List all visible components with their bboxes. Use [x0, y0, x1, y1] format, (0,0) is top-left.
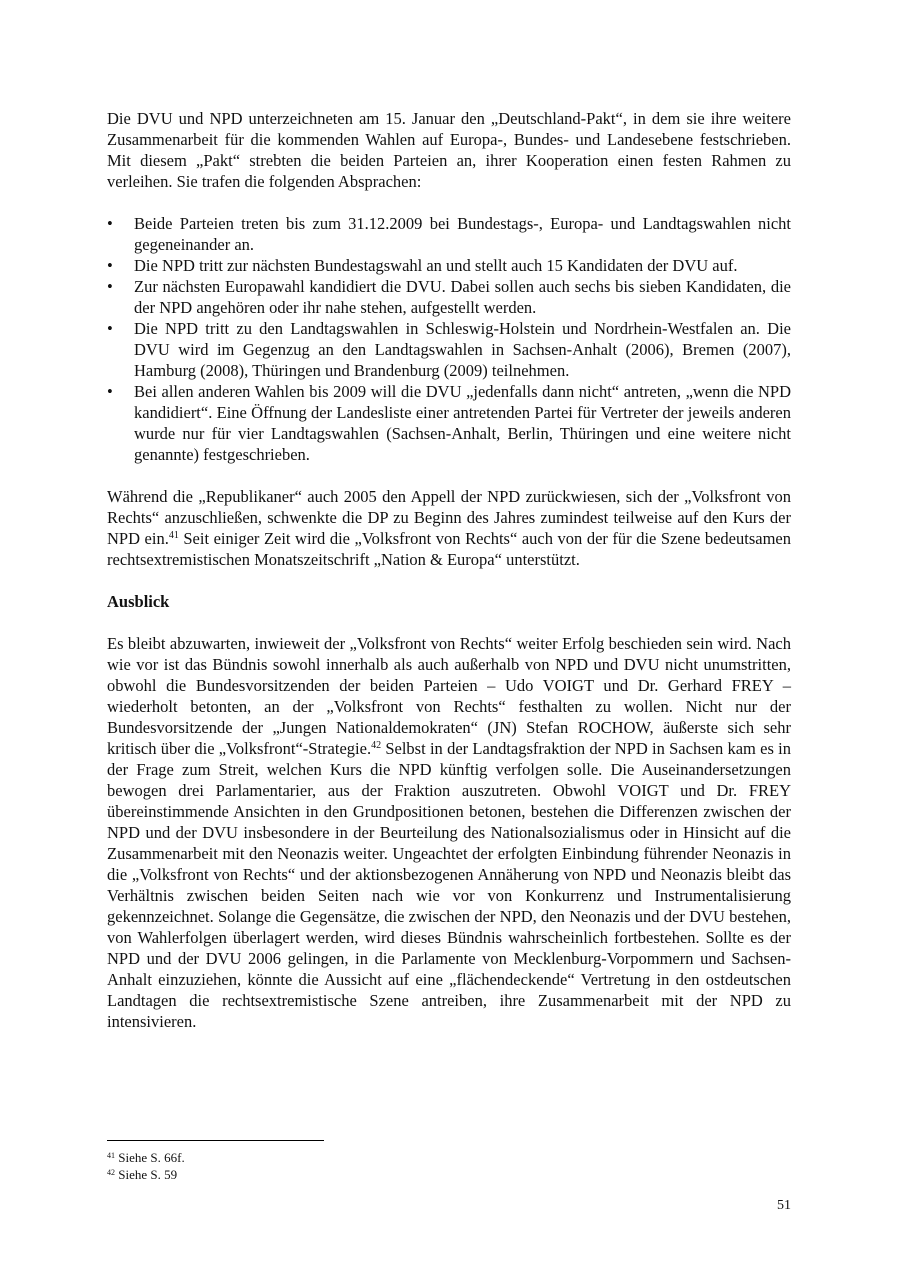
footnote-ref-41[interactable]: 41	[168, 530, 179, 541]
footnote-divider	[107, 1140, 324, 1141]
list-item: • Zur nächsten Europawahl kandidiert die DVU. Dabei sollen auch sechs bis sieben Kandidaten, die der NPD angehören oder ihr nahe stehen, aufgestellt werden.	[107, 277, 791, 317]
agreement-list	[107, 213, 791, 465]
bullet-icon: •	[107, 214, 113, 233]
intro-paragraph: Die DVU und NPD unterzeichneten am 15. Januar den „Deutschland-Pakt“, in dem sie ihre weitere Zusammenarbeit für die kommenden Wahlen auf Europa-, Bundes- und Landesebene festschrieben. Mit diesem „Pakt“ strebten die beiden Parteien an, ihrer Kooperation einen festen Rahmen zu verleihen. Sie trafen die folgenden Absprachen:	[107, 109, 791, 191]
page-number: 51	[777, 1198, 791, 1213]
footnotes	[107, 1149, 185, 1183]
list-item: • Bei allen anderen Wahlen bis 2009 will die DVU „jedenfalls dann nicht“ antreten, „wenn die NPD kandidiert“. Eine Öffnung der Landesliste einer antretenden Partei für Vertreter der jeweils anderen wurde nur für vier Landtagswahlen (Sachsen-Anhalt, Berlin, Thüringen und eine weitere nicht genannte) festgeschrieben.	[107, 382, 791, 464]
footnote-42: $^{42}$ Siehe S. 59	[107, 1167, 178, 1182]
outlook-paragraph: Es bleibt abzuwarten, inwieweit der „Volksfront von Rechts“ weiter Erfolg beschieden sein wird. Nach wie vor ist das Bündnis sowohl innerhalb als auch außerhalb von NPD und DVU nicht unumstritten, obwohl die Bundesvorsitzenden der beiden Parteien – Udo VOIGT und Dr. Gerhard FREY – wiederholt betonten, an der „Volksfront von Rechts“ festhalten zu wollen. Nicht nur der Bundesvorsitzende der „Jungen Nationaldemokraten“ (JN) Stefan ROCHOW, äußerste sich sehr kritisch über die „Volksfront“-Strategie.$^{42}$ Selbst in der Landtagsfraktion der NPD in Sachsen kam es in der Frage zum Streit, welchen Kurs die NPD künftig verfolgen solle. Die Auseinandersetzungen bewogen drei Parlamentarier, aus der Fraktion auszutreten. Obwohl VOIGT und Dr. FREY übereinstimmende Ansichten in den Grundpositionen betonen, bestehen die Differenzen zwischen der NPD und der DVU insbesondere in der Beurteilung des Nationalsozialismus oder in Hinsicht auf die Zusammenarbeit mit den Neonazis weiter. Ungeachtet der erfolgten Einbindung führender Neonazis in die „Volksfront von Rechts“ und der aktionsbezogenen Annäherung von NPD und Neonazis bleibt das Verhältnis zwischen beiden Seiten nach wie vor von Konkurrenz und Instrumentalisierung gekennzeichnet. Solange die Gegensätze, die zwischen der NPD, den Neonazis und der DVU bestehen, von Wahlerfolgen überlagert werden, wird dieses Bündnis wahrscheinlich fortbestehen. Sollte es der NPD und der DVU 2006 gelingen, in die Parlamente von Mecklenburg-Vorpommern und Sachsen-Anhalt einzuziehen, könnte die Aussicht auf eine „flächendeckende“ Vertretung in den ostdeutschen Landtagen die rechtsextremistische Szene antreiben, ihre Zusammenarbeit mit der NPD zu intensivieren.	[107, 634, 792, 1031]
list-item: • Die NPD tritt zur nächsten Bundestagswahl an und stellt auch 15 Kandidaten der DVU auf.	[107, 256, 738, 275]
bullet-icon: •	[107, 277, 113, 296]
bullet-icon: •	[107, 319, 113, 338]
footnote-41: $^{41}$ Siehe S. 66f.	[107, 1150, 185, 1165]
list-item: • Beide Parteien treten bis zum 31.12.2009 bei Bundestags-, Europa- und Landtagswahlen nicht gegeneinander an.	[107, 214, 791, 254]
section-heading: Ausblick	[107, 592, 170, 611]
footnote-ref-42[interactable]: 42	[371, 740, 382, 751]
bullet-icon: •	[107, 256, 113, 275]
bullet-icon: •	[107, 382, 113, 401]
list-item: • Die NPD tritt zu den Landtagswahlen in Schleswig-Holstein und Nordrhein-Westfalen an. Die DVU wird im Gegenzug an den Landtagswahlen in Sachsen-Anhalt (2006), Bremen (2007), Hamburg (2008), Thüringen und Brandenburg (2009) teilnehmen.	[107, 319, 791, 380]
republikaner-paragraph: Während die „Republikaner“ auch 2005 den Appell der NPD zurückwiesen, sich der „Volksfront von Rechts“ anzuschließen, schwenkte die DP zu Beginn des Jahres zumindest teilweise auf den Kurs der NPD ein.$^{41}$ Seit einiger Zeit wird die „Volksfront von Rechts“ auch von der für die Szene bedeutsamen rechtsextremistischen Monatszeitschrift „Nation & Europa“ unterstützt.	[107, 487, 791, 569]
main-content	[107, 108, 791, 1032]
